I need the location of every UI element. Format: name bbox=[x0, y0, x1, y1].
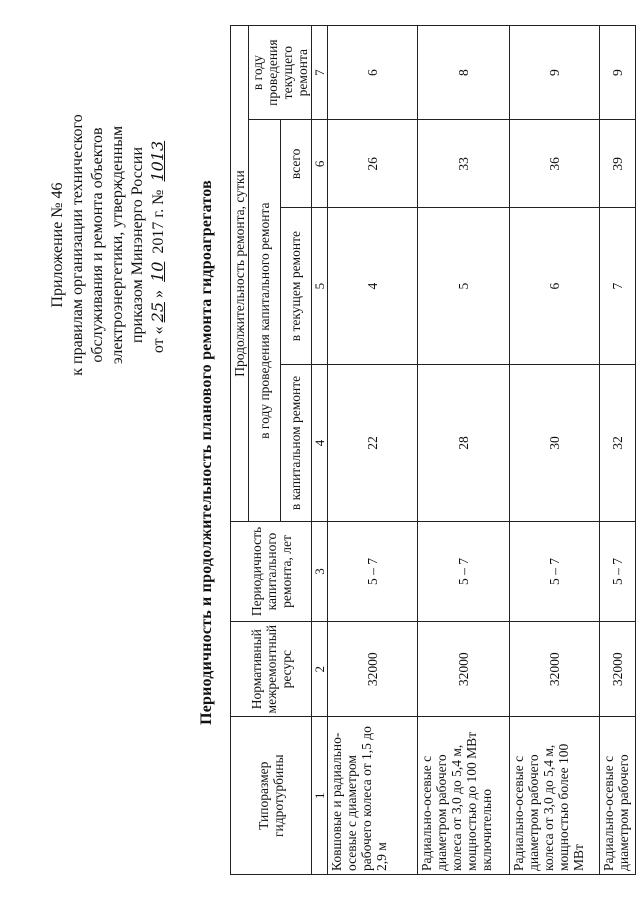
appendix-line: обслуживания и ремонта объектов bbox=[89, 127, 106, 363]
current-year-days-cell: 6 bbox=[328, 26, 418, 120]
column-number: 7 bbox=[312, 26, 328, 120]
appendix-number: Приложение № 46 bbox=[49, 182, 66, 308]
table-row bbox=[600, 26, 636, 875]
table-row bbox=[510, 26, 600, 875]
current-days-cell: 7 bbox=[600, 208, 636, 364]
current-year-days-cell: 9 bbox=[510, 26, 600, 120]
column-number: 3 bbox=[312, 522, 328, 622]
resource-cell: 32000 bbox=[328, 621, 418, 717]
column-number-row bbox=[312, 26, 328, 875]
turbine-type-cell: Ковшовые и радиально-осевые с диаметром рабочего колеса от 1,5 до 2,9 м bbox=[328, 717, 418, 875]
header-capital-year: в году проведения капитального ремонта bbox=[249, 120, 281, 522]
current-days-cell: 6 bbox=[510, 208, 600, 364]
header-total: всего bbox=[280, 120, 312, 208]
appendix-line: электроэнергетики, утвержденным bbox=[109, 125, 126, 365]
capital-days-cell: 22 bbox=[328, 364, 418, 521]
appendix-date-line: от «25» 10 2017 г. № 1013 bbox=[148, 40, 169, 450]
handwritten-day: 25 bbox=[148, 301, 167, 323]
current-year-days-cell: 9 bbox=[600, 26, 636, 120]
resource-cell: 32000 bbox=[418, 621, 510, 717]
header-in-capital: в капитальном ремонте bbox=[280, 364, 312, 521]
period-cell: 5 – 7 bbox=[510, 522, 600, 622]
column-number: 1 bbox=[312, 717, 328, 875]
appendix-header bbox=[48, 40, 169, 450]
current-days-cell: 5 bbox=[418, 208, 510, 364]
header-resource: Нормативный межремонтный ресурс bbox=[231, 621, 312, 717]
column-number: 4 bbox=[312, 364, 328, 521]
turbine-type-cell: Радиально-осевые с диаметром рабочего колеса от 3,0 до 5,4 м, мощностью до 100 МВт включительно bbox=[418, 717, 510, 875]
header-in-current: в текущем ремонте bbox=[280, 208, 312, 364]
column-number: 6 bbox=[312, 120, 328, 208]
total-days-cell: 39 bbox=[600, 120, 636, 208]
document-title: Периодичность и продолжительность планового ремонта гидроагрегатов bbox=[198, 180, 215, 725]
handwritten-month: 10 bbox=[148, 261, 167, 282]
period-cell: 5 – 7 bbox=[418, 522, 510, 622]
column-number: 2 bbox=[312, 621, 328, 717]
header-duration: Продолжительность ремонта, сутки bbox=[231, 26, 249, 522]
appendix-line: к правилам организации технического bbox=[69, 114, 86, 376]
header-type: Типоразмер гидротурбины bbox=[231, 717, 312, 875]
table-row bbox=[328, 26, 418, 875]
resource-cell: 32000 bbox=[510, 621, 600, 717]
period-cell: 5 – 7 bbox=[328, 522, 418, 622]
total-days-cell: 36 bbox=[510, 120, 600, 208]
handwritten-order-number: 1013 bbox=[148, 140, 167, 182]
turbine-type-cell: Радиально-осевые с диаметром рабочего колеса от 3,0 до 5,4 м, мощностью более 100 МВт bbox=[510, 717, 600, 875]
resource-cell: 32000 bbox=[600, 621, 636, 717]
table-row bbox=[418, 26, 510, 875]
column-number: 5 bbox=[312, 208, 328, 364]
current-days-cell: 4 bbox=[328, 208, 418, 364]
turbine-type-cell: Радиально-осевые с диаметром рабочего bbox=[600, 717, 636, 875]
header-current-year: в году проведения текущего ремонта bbox=[249, 26, 312, 120]
total-days-cell: 33 bbox=[418, 120, 510, 208]
capital-days-cell: 28 bbox=[418, 364, 510, 521]
capital-days-cell: 30 bbox=[510, 364, 600, 521]
repair-schedule-table bbox=[230, 25, 636, 875]
total-days-cell: 26 bbox=[328, 120, 418, 208]
capital-days-cell: 32 bbox=[600, 364, 636, 521]
header-period: Периодичность капитального ремонта, лет bbox=[231, 522, 312, 622]
appendix-line: приказом Минэнерго России bbox=[129, 146, 146, 344]
current-year-days-cell: 8 bbox=[418, 26, 510, 120]
period-cell: 5 – 7 bbox=[600, 522, 636, 622]
